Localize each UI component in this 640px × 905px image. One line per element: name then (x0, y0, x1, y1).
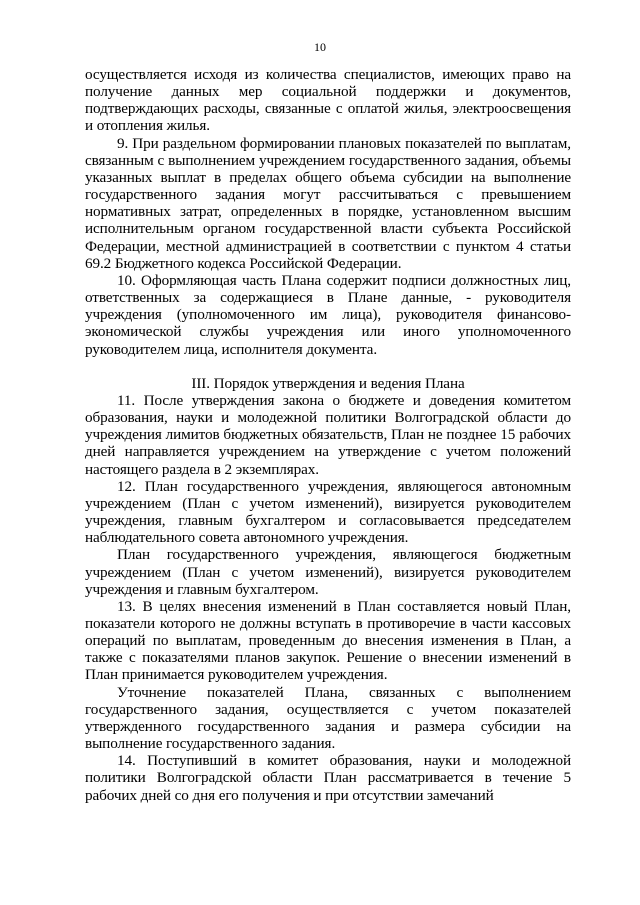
paragraph-item-13: 13. В целях внесения изменений в План составляется новый План, показатели которого не должны вступать в противоречие в части кассовых операций по выплатам, проведенным до внесения изменения в План, а также с показателями планов закупок. Решение о внесении изменений в План принимается руководителем учреждения. (85, 597, 571, 684)
paragraph-item-10: 10. Оформляющая часть Плана содержит подписи должностных лиц, ответственных за содержащиеся в Плане данные, - руководителя учреждения (уполномоченного им лица), руководителя финансово-экономической службы учреждения или иного уполномоченного руководителем лица, исполнителя документа. (85, 271, 571, 358)
paragraph-item-11: 11. После утверждения закона о бюджете и доведения комитетом образования, науки и молодежной политики Волгоградской области до учреждения лимитов бюджетных обязательств, План не позднее 15 рабочих дней направляется учреждением на утверждение с учетом положений настоящего раздела в 2 экземплярах. (85, 391, 571, 478)
paragraph-item-14: 14. Поступивший в комитет образования, науки и молодежной политики Волгоградской области План рассматривается в течение 5 рабочих дней со дня его получения и при отсутствии замечаний (85, 752, 571, 804)
paragraph-item-13-clarification: Уточнение показателей Плана, связанных с выполнением государственного задания, осуществляется с учетом показателей утвержденного государственного задания и размера субсидии на выполнение государственного задания. (85, 683, 571, 753)
paragraph-item-12-budget: План государственного учреждения, являющегося бюджетным учреждением (План с учетом изменений), визируется руководителем учреждения и главным бухгалтером. (85, 546, 571, 598)
section-heading: III. Порядок утверждения и ведения Плана (191, 374, 465, 392)
document-body (85, 66, 571, 804)
page-number: 10 (314, 40, 326, 54)
paragraph-continuation: осуществляется исходя из количества специалистов, имеющих право на получение данных мер социальной поддержки и документов, подтверждающих расходы, связанные с оплатой жилья, электроосвещения и отопления жилья. (85, 66, 571, 135)
paragraph-item-12: 12. План государственного учреждения, являющегося автономным учреждением (План с учетом изменений), визируется руководителем учреждения, главным бухгалтером и согласовывается председателем наблюдательного совета автономного учреждения. (85, 477, 571, 547)
paragraph-spacer (85, 358, 571, 375)
paragraph-item-9: 9. При раздельном формировании плановых показателей по выплатам, связанным с выполнением учреждением государственного задания, объемы указанных выплат в пределах общего объема субсидии на выполнение государственного задания могут рассчитываться с превышением нормативных затрат, определенных в порядке, установленном высшим исполнительным органом государственной власти субъекта Российской Федерации, местной администрацией в соответствии с пунктом 4 статьи 69.2 Бюджетного кодекса Российской Федерации. (85, 134, 571, 272)
